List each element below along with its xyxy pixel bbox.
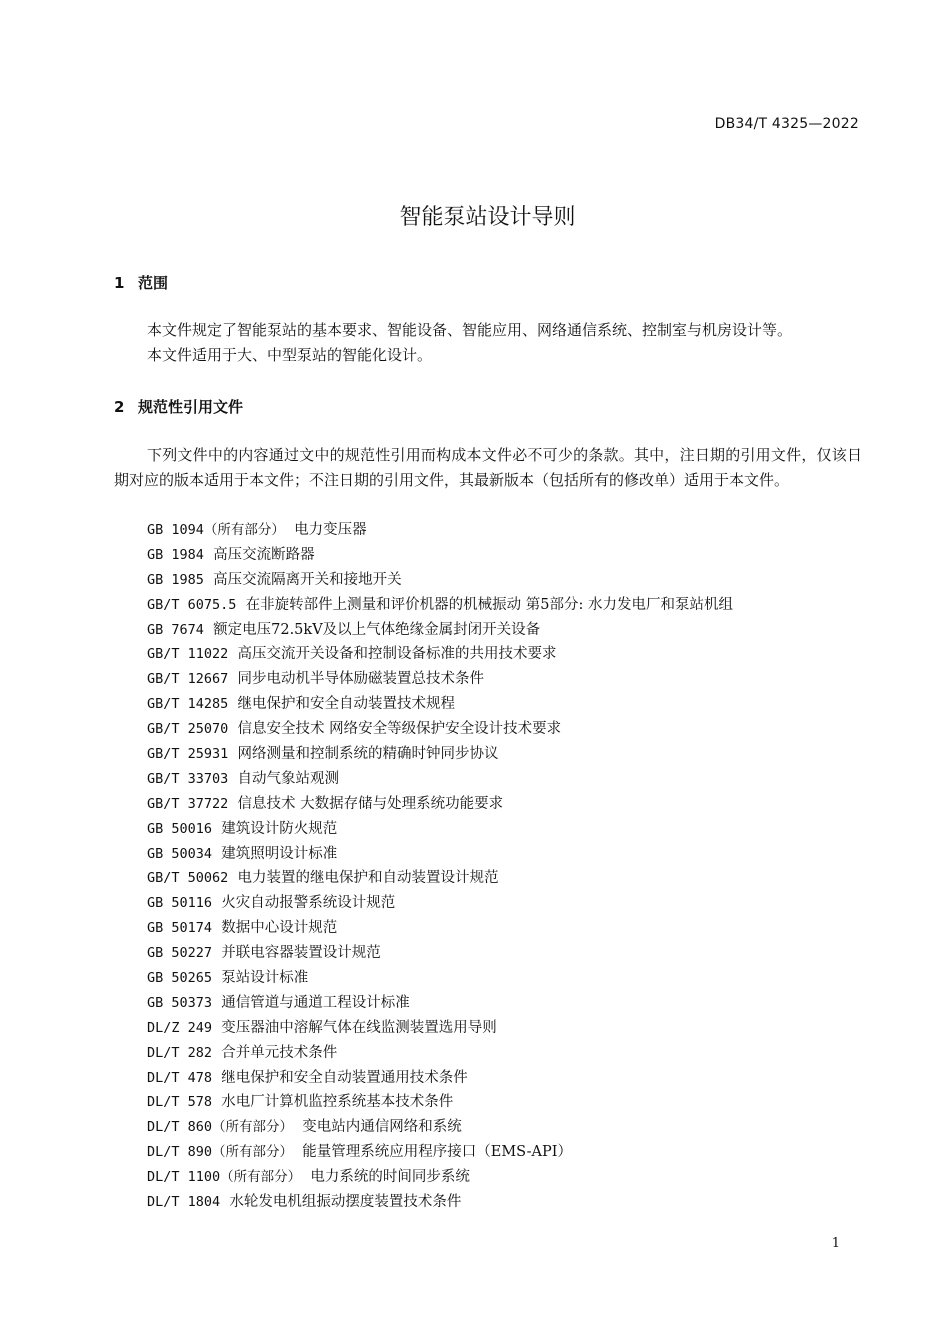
- reference-item: [147, 1090, 733, 1115]
- reference-item: [147, 866, 733, 891]
- reference-title: 建筑设计防火规范: [221, 820, 338, 837]
- reference-code: GB 50373: [147, 994, 213, 1011]
- reference-item: [147, 518, 733, 543]
- reference-title: 能量管理系统应用程序接口（EMS-API）: [302, 1144, 572, 1161]
- reference-title: 电力变压器: [294, 522, 367, 538]
- reference-code: GB 50227: [147, 945, 213, 962]
- reference-code: GB/T 33703: [147, 770, 229, 787]
- reference-item: [147, 842, 733, 867]
- reference-title: 火灾自动报警系统设计规范: [221, 895, 396, 912]
- reference-title: 电力系统的时间同步系统: [310, 1169, 470, 1186]
- reference-code: GB 1985: [147, 571, 204, 588]
- reference-code: GB 50034: [147, 845, 213, 862]
- reference-title: 通信管道与通道工程设计标准: [221, 994, 410, 1011]
- reference-title: 变压器油中溶解气体在线监测装置选用导则: [221, 1019, 497, 1036]
- reference-title: 继电保护和安全自动装置通用技术条件: [221, 1069, 468, 1086]
- reference-title: 水电厂计算机监控系统基本技术条件: [221, 1094, 454, 1111]
- reference-code: GB 7674: [147, 621, 204, 638]
- reference-item: [147, 568, 733, 593]
- reference-item: [147, 1066, 733, 1091]
- reference-item: [147, 543, 733, 568]
- reference-code: GB/T 6075.5: [147, 596, 237, 613]
- reference-code: GB/T 25070: [147, 721, 229, 738]
- reference-item: [147, 618, 733, 643]
- section-2-body: [114, 443, 862, 493]
- reference-title: 继电保护和安全自动装置技术规程: [237, 696, 455, 713]
- section-title: 规范性引用文件: [138, 398, 244, 416]
- reference-item: [147, 891, 733, 916]
- reference-title: 网络测量和控制系统的精确时钟同步协议: [237, 746, 499, 763]
- reference-code: GB/T 12667: [147, 671, 229, 688]
- reference-code: GB/T 37722: [147, 795, 229, 812]
- reference-item: [147, 792, 733, 817]
- reference-list: [147, 518, 733, 1215]
- reference-item: [147, 642, 733, 667]
- reference-title: 合并单元技术条件: [221, 1044, 338, 1061]
- page-number: 1: [831, 1236, 840, 1251]
- reference-code: DL/T 1100（所有部分）: [147, 1169, 302, 1186]
- reference-item: [147, 667, 733, 692]
- reference-title: 在非旋转部件上测量和评价机器的机械振动 第5部分: 水力发电厂和泵站机组: [245, 596, 733, 613]
- reference-title: 高压交流开关设备和控制设备标准的共用技术要求: [237, 646, 557, 663]
- standard-code: DB34/T 4325—2022: [714, 116, 859, 132]
- paragraph: 下列文件中的内容通过文中的规范性引用而构成本文件必不可少的条款。其中，注日期的引用文件，仅该日期对应的版本适用于本文件；不注日期的引用文件，其最新版本（包括所有的修改单）适用于本文件。: [114, 446, 862, 489]
- reference-title: 建筑照明设计标准: [221, 845, 338, 862]
- reference-item: [147, 1140, 733, 1165]
- reference-code: DL/T 578: [147, 1094, 213, 1111]
- reference-code: DL/T 282: [147, 1044, 213, 1061]
- reference-code: DL/T 860（所有部分）: [147, 1119, 294, 1136]
- reference-item: [147, 1165, 733, 1190]
- reference-code: GB/T 11022: [147, 646, 229, 663]
- reference-item: [147, 717, 733, 742]
- reference-code: GB 50265: [147, 970, 213, 987]
- reference-code: DL/Z 249: [147, 1019, 213, 1036]
- reference-item: [147, 1016, 733, 1041]
- reference-code: DL/T 890（所有部分）: [147, 1144, 294, 1161]
- reference-code: DL/T 1804: [147, 1194, 221, 1211]
- reference-item: [147, 1115, 733, 1140]
- reference-item: [147, 966, 733, 991]
- section-1-heading: [114, 272, 168, 293]
- reference-code: GB/T 50062: [147, 870, 229, 887]
- reference-item: [147, 817, 733, 842]
- reference-item: [147, 916, 733, 941]
- reference-item: [147, 1190, 733, 1215]
- reference-item: [147, 991, 733, 1016]
- reference-code: GB 50174: [147, 920, 213, 937]
- reference-title: 并联电容器装置设计规范: [221, 945, 381, 962]
- section-number: 1: [114, 274, 125, 292]
- reference-item: [147, 941, 733, 966]
- reference-code: GB 50016: [147, 820, 213, 837]
- reference-code: DL/T 478: [147, 1069, 213, 1086]
- reference-title: 信息安全技术 网络安全等级保护安全设计技术要求: [237, 721, 562, 738]
- paragraph: 本文件适用于大、中型泵站的智能化设计。: [147, 346, 433, 364]
- reference-title: 自动气象站观测: [237, 770, 339, 787]
- reference-item: [147, 767, 733, 792]
- reference-title: 水轮发电机组振动摆度装置技术条件: [229, 1194, 462, 1211]
- reference-code: GB 1094（所有部分）: [147, 522, 285, 538]
- reference-title: 变电站内通信网络和系统: [302, 1119, 462, 1136]
- reference-title: 高压交流隔离开关和接地开关: [213, 571, 402, 588]
- reference-code: GB/T 14285: [147, 696, 229, 713]
- section-number: 2: [114, 398, 125, 416]
- reference-title: 电力装置的继电保护和自动装置设计规范: [237, 870, 499, 887]
- document-title: 智能泵站设计导则: [399, 204, 576, 230]
- section-2-heading: [114, 396, 243, 417]
- reference-title: 高压交流断路器: [213, 546, 315, 563]
- reference-item: [147, 742, 733, 767]
- section-1-body: [114, 318, 862, 368]
- reference-item: [147, 692, 733, 717]
- reference-title: 额定电压72.5kV及以上气体绝缘金属封闭开关设备: [213, 621, 541, 638]
- reference-item: [147, 593, 733, 618]
- reference-title: 同步电动机半导体励磁装置总技术条件: [237, 671, 484, 688]
- paragraph: 本文件规定了智能泵站的基本要求、智能设备、智能应用、网络通信系统、控制室与机房设计等。: [147, 321, 793, 339]
- reference-title: 泵站设计标准: [221, 970, 309, 987]
- reference-title: 数据中心设计规范: [221, 920, 338, 937]
- reference-code: GB 1984: [147, 546, 204, 563]
- reference-code: GB/T 25931: [147, 746, 229, 763]
- reference-title: 信息技术 大数据存储与处理系统功能要求: [237, 795, 504, 812]
- section-title: 范围: [138, 274, 169, 292]
- reference-item: [147, 1041, 733, 1066]
- reference-code: GB 50116: [147, 895, 213, 912]
